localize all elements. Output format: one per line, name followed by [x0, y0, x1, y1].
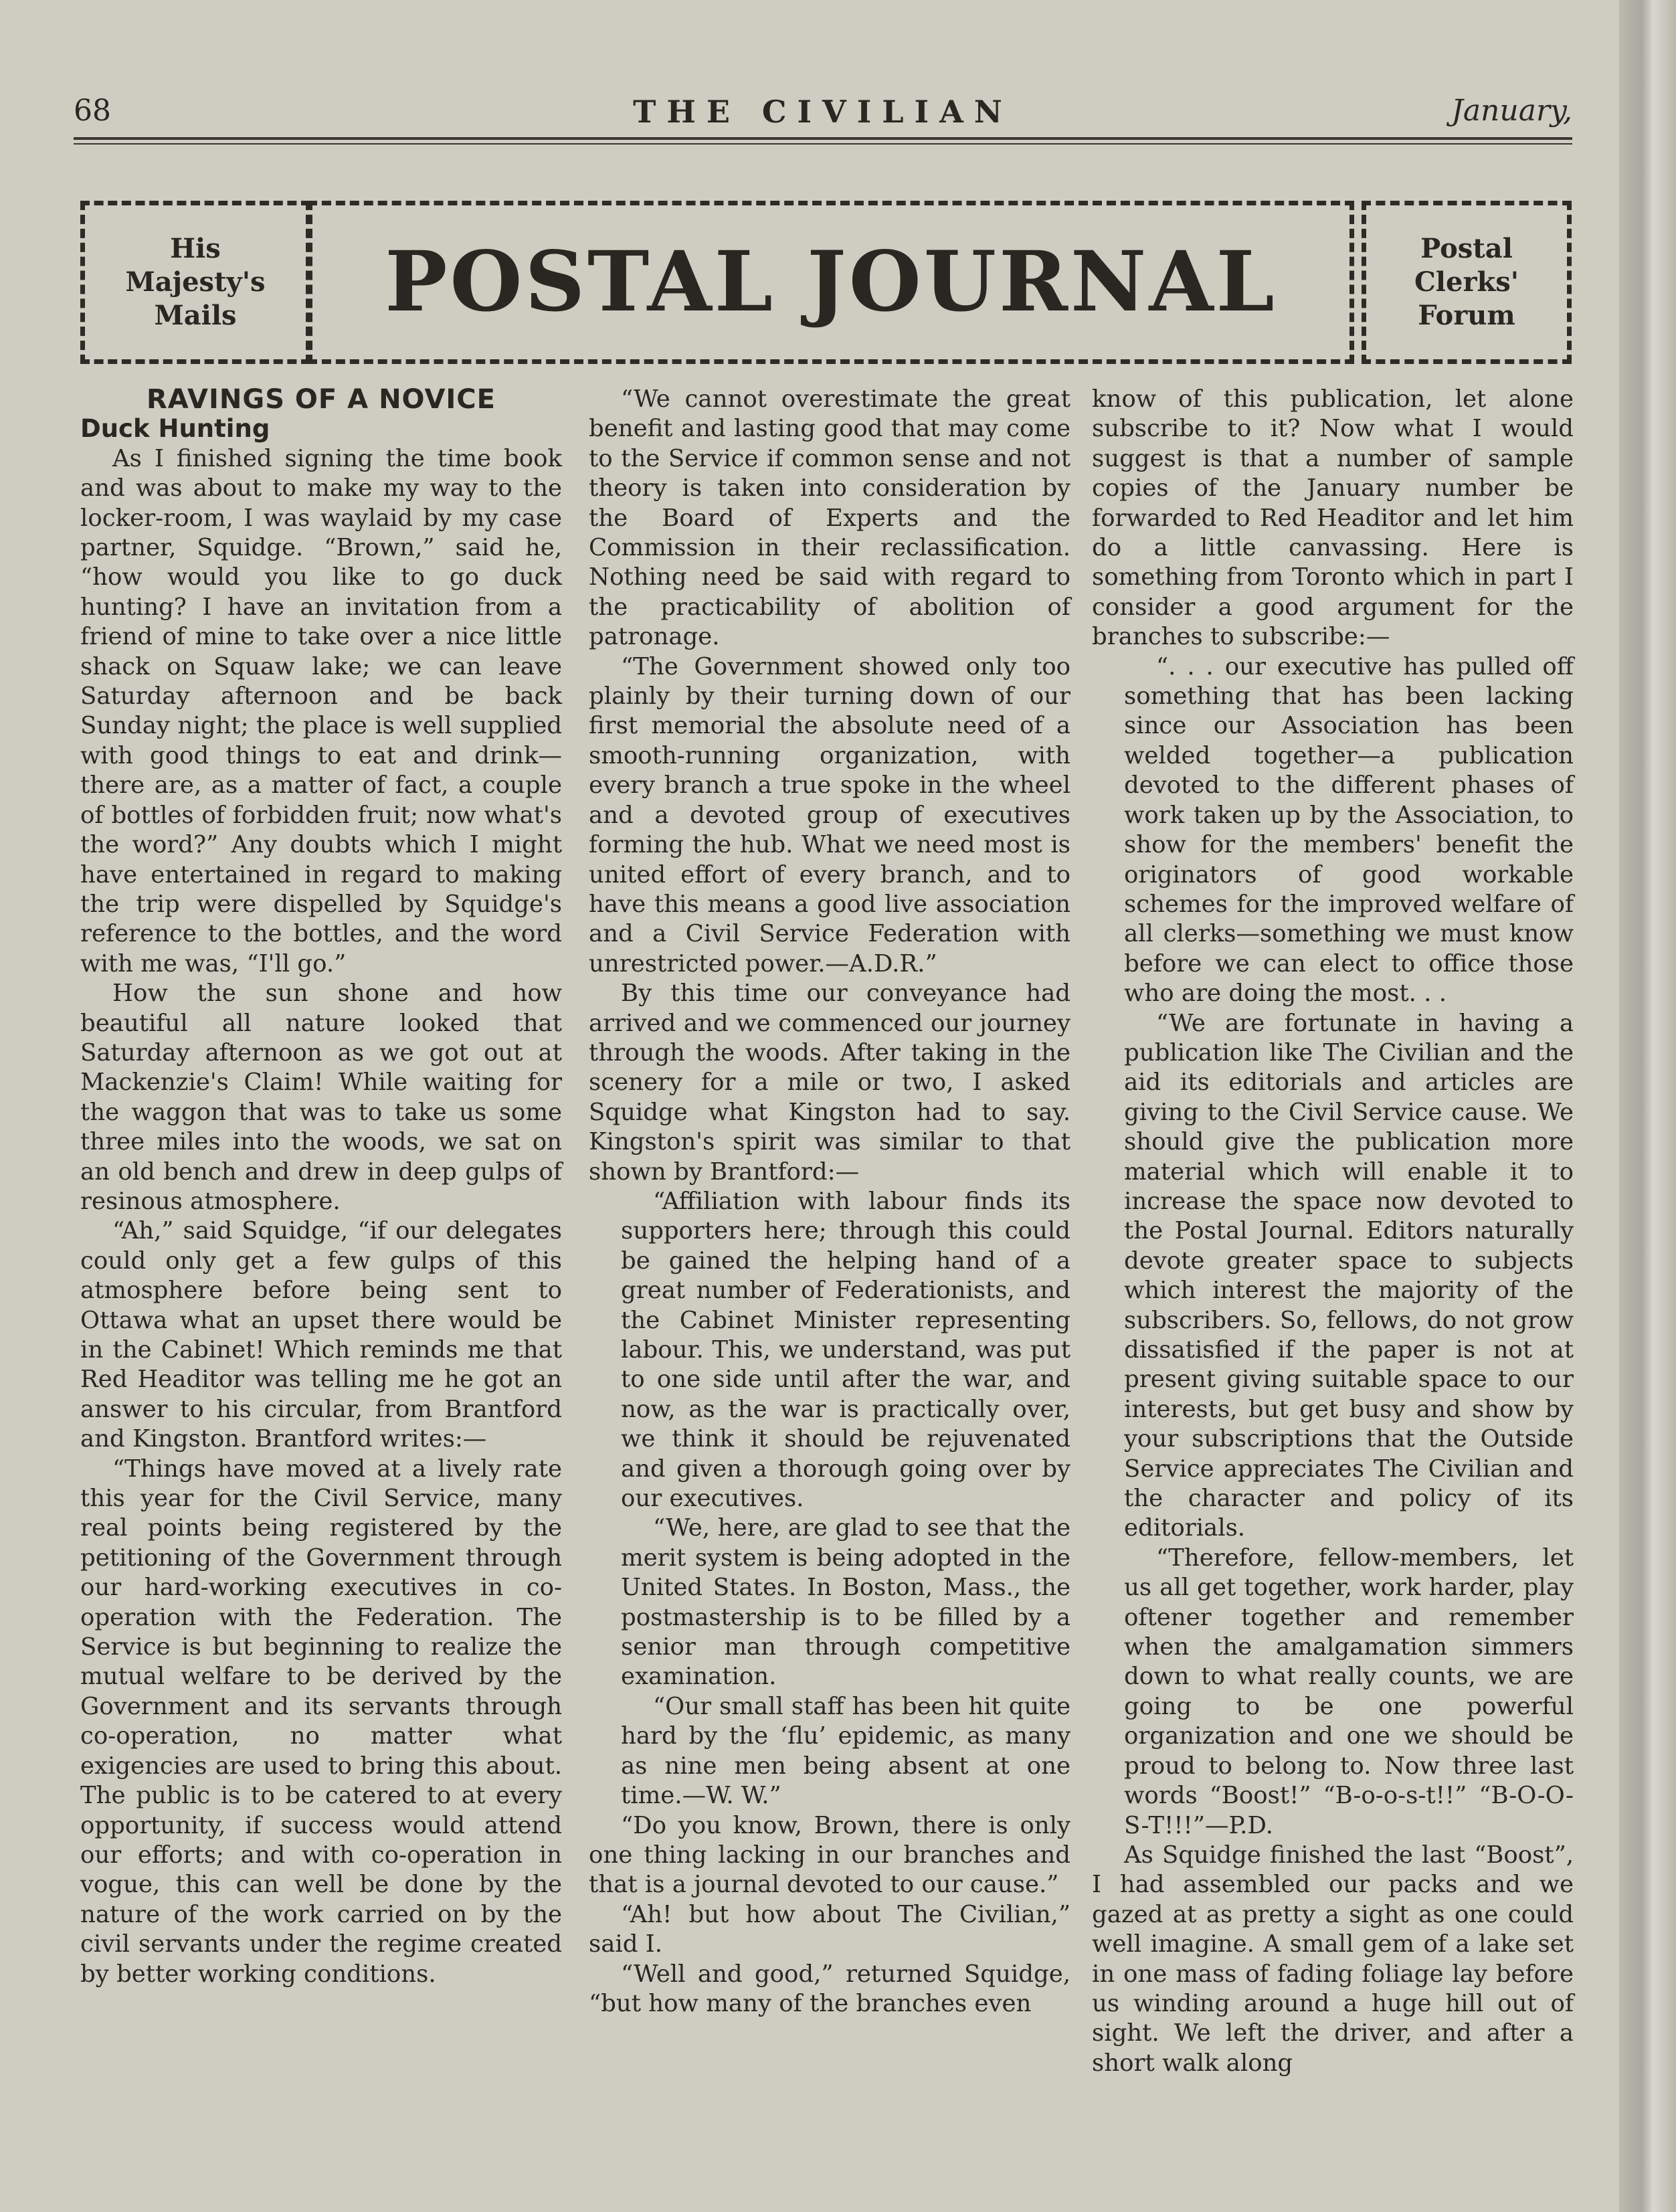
paragraph: “We are fortunate in having a publication like The Civilian and the aid its editorials and articles are giving to the Civil Service cause. We should give the publication more material which will enable it to increase the space now devoted to the Postal Journal. Editors naturally devote greater space to subjects which interest the majority of the subscribers. So, fellows, do not grow dissatisfied if the paper is not at present giving suitable space to our interests, but get busy and show by your subscriptions that the Outside Service appreciates The Civilian and the character and policy of its editorials. [1124, 1009, 1574, 1542]
paragraph: By this time our conveyance had arrived and we commenced our journey through the woods. After taking in the scenery for a mile or two, I asked Squidge what Kingston had to say. Kingston's spirit was similar to that shown by Brantford:— [589, 980, 1070, 1186]
paragraph: “Ah! but how about The Civilian,” said I. [589, 1900, 1070, 1958]
banner-left-box [80, 201, 310, 364]
article-subtitle: Duck Hunting [80, 414, 270, 444]
header-rule [74, 137, 1572, 140]
banner-right-text: Postal Clerks' Forum [1414, 233, 1519, 331]
paragraph: “Things have moved at a lively rate this year for the Civil Service, many real points being registered by the petitioning of the Government through our hard-working executives in co-operation with the Federation. The Service is but beginning to realize the mutual welfare to be derived by the Government and its servants through co-operation, no matter what exigencies are used to bring this about. The public is to be catered to at every opportunity, if success would attend our efforts; and with co-operation in vogue, this can well be done by the nature of the work carried on by the civil servants under the regime created by better working conditions. [80, 1455, 562, 1988]
column-3 [1092, 385, 1574, 2078]
paragraph: “Therefore, fellow-members, let us all get together, work harder, play oftener together and remember when the amalgamation simmers down to what really counts, we are going to be one powerful organization and one we should be proud to belong to. Now three last words “Boost!” “B-o-o-s-t!!” “B-O-O-S-T!!!”—P.D. [1124, 1544, 1574, 1839]
paragraph: “We, here, are glad to see that the merit system is being adopted in the United States. In Boston, Mass., the postmastership is to be filled by a senior man through competitive examination. [621, 1514, 1070, 1691]
issue-month: January, [1451, 94, 1572, 128]
banner-right-box [1362, 201, 1572, 364]
paragraph: “. . . our executive has pulled off something that has been lacking since our Association has been welded together—a publication devoted to the different phases of work taken up by the Association, to show for the members' benefit the originators of good workable schemes for the improved welfare of all clerks—something we must know before we can elect to office those who are doing the most. . . [1124, 652, 1574, 1008]
paragraph: “The Government showed only too plainly by their turning down of our first memorial the absolute need of a smooth-running organization, with every branch a true spoke in the wheel and a devoted group of executives forming the hub. What we need most is united effort of every branch, and to have this means a good live association and a Civil Service Federation with unrestricted power.—A.D.R.” [589, 652, 1070, 978]
paragraph: “Affiliation with labour finds its supporters here; through this could be gained the helping hand of a great number of Federationists, and the Cabinet Minister representing labour. This, we understand, was put to one side until after the war, and now, as the war is practically over, we think it should be rejuvenated and given a thorough going over by our executives. [621, 1187, 1070, 1513]
paragraph: “Do you know, Brown, there is only one thing lacking in our branches and that is a journal devoted to our cause.” [589, 1811, 1070, 1899]
paragraph: “Our small staff has been hit quite hard by the ‘flu’ epidemic, as many as nine men being absent at one time.—W. W.” [621, 1692, 1070, 1810]
paragraph: How the sun shone and how beautiful all nature looked that Saturday afternoon as we got out at Mackenzie's Claim! While waiting for the waggon that was to take us some three miles into the woods, we sat on an old bench and drew in deep gulps of resinous atmosphere. [80, 980, 562, 1215]
paragraph: As Squidge finished the last “Boost”, I had assembled our packs and we gazed at as pretty a sight as one could well imagine. A small gem of a lake set in one mass of fading foliage lay before us winding around a huge hill out of sight. We left the driver, and after a short walk along [1092, 1841, 1574, 2077]
page-edge-shadow [1619, 0, 1676, 2212]
page-number: 68 [74, 94, 111, 128]
quoted-letter-toronto [1092, 652, 1574, 1841]
paragraph: know of this publication, let alone subscribe to it? Now what I would suggest is that a number of sample copies of the January number be forwarded to Red Headitor and let him do a little canvassing. Here is something from Toronto which in part I consider a good argument for the branches to subscribe:— [1092, 385, 1574, 651]
quoted-letter-kingston [589, 1187, 1070, 1811]
article-title: RAVINGS OF A NOVICE [147, 384, 496, 415]
column-1 [80, 385, 562, 1989]
paragraph: “Well and good,” returned Squidge, “but how many of the branches even [589, 1960, 1070, 2017]
banner-title-box [308, 201, 1354, 364]
banner-title: POSTAL JOURNAL [385, 234, 1277, 331]
paragraph: As I finished signing the time book and was about to make my way to the locker-room, I was waylaid by my case partner, Squidge. “Brown,” said he, “how would you like to go duck hunting? I have an invitation from a friend of mine to take over a nice little shack on Squaw lake; we can leave Saturday afternoon and be back Sunday night; the place is well supplied with good things to eat and drink—there are, as a matter of fact, a couple of bottles of forbidden fruit; now what's the word?” Any doubts which I might have entertained in regard to making the trip were dispelled by Squidge's reference to the bottles, and the word with me was, “I'll go.” [80, 444, 562, 978]
banner-left-text: His Majesty's Mails [125, 233, 266, 331]
column-2 [589, 385, 1070, 2019]
journal-name: THE CIVILIAN [633, 94, 1013, 130]
header-rule-thin [74, 143, 1572, 145]
paragraph: “We cannot overestimate the great benefit and lasting good that may come to the Service if common sense and not theory is taken into consideration by the Board of Experts and the Commission in their reclassification. Nothing need be said with regard to the practicability of abolition of patronage. [589, 385, 1070, 651]
paragraph: “Ah,” said Squidge, “if our delegates could only get a few gulps of this atmosphere before being sent to Ottawa what an upset there would be in the Cabinet! Which reminds me that Red Headitor was telling me he got an answer to his circular, from Brantford and Kingston. Brantford writes:— [80, 1217, 562, 1453]
running-head [74, 94, 1572, 134]
